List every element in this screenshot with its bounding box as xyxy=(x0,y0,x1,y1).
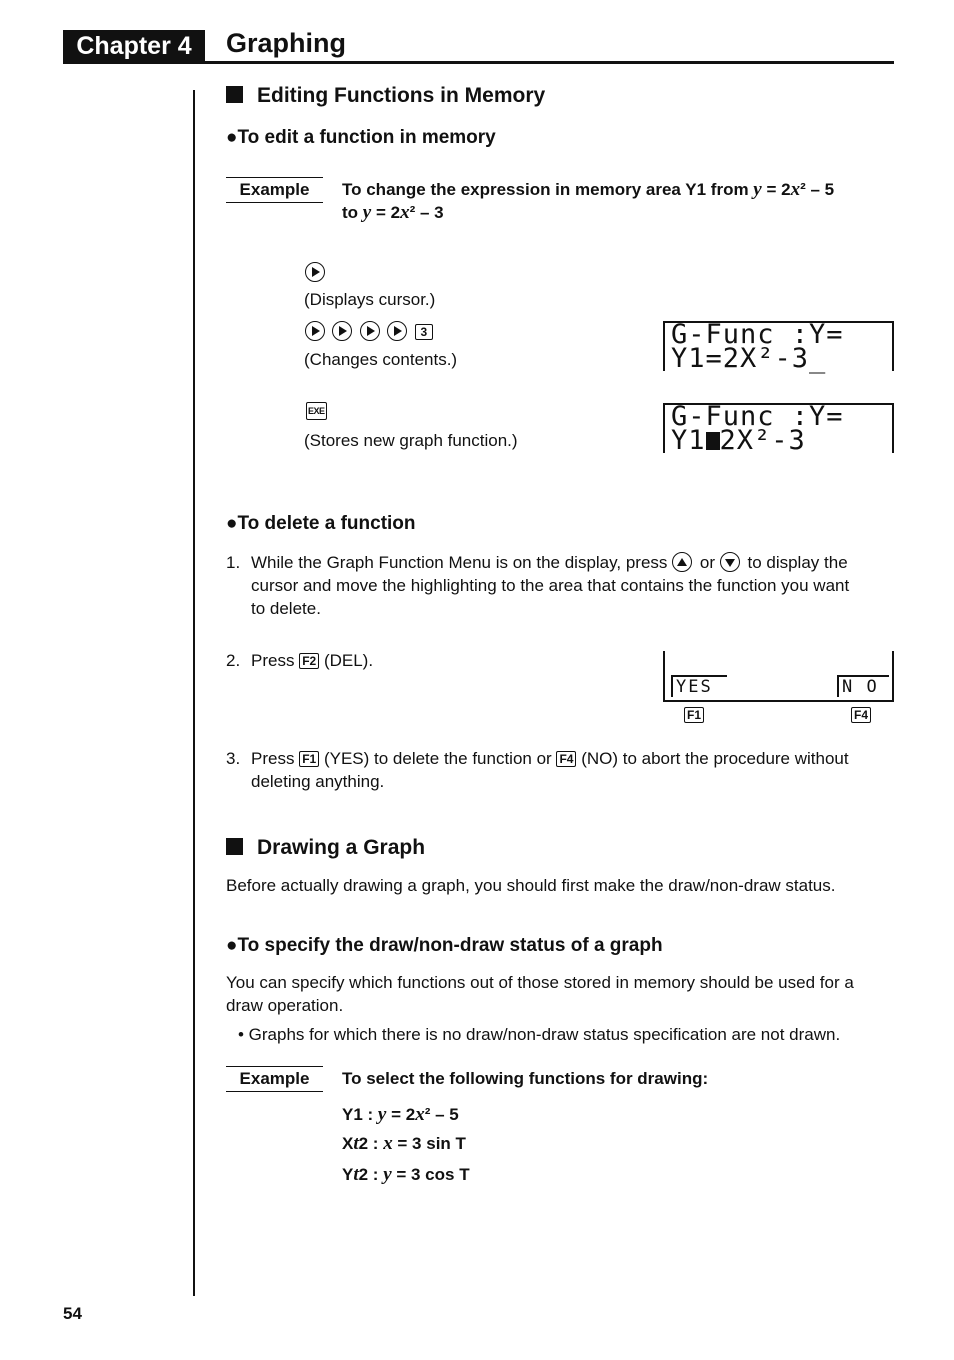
math-text: ² – 5 xyxy=(424,1105,459,1124)
function-xt2 xyxy=(342,1132,466,1155)
bullet-note: • Graphs for which there is no draw/non-draw status specification are not drawn. xyxy=(238,1025,841,1044)
right-arrow-key-icon xyxy=(360,321,380,341)
list-item-1-line3: to delete. xyxy=(251,599,321,618)
calculator-screen-1 xyxy=(663,319,894,374)
step-note-displays-cursor: (Displays cursor.) xyxy=(304,290,436,309)
math-var: x xyxy=(790,179,801,200)
math-var: t xyxy=(353,1133,359,1154)
screen-line xyxy=(665,425,892,456)
list-text: Press xyxy=(251,651,295,670)
function-yt2 xyxy=(342,1163,470,1186)
calculator-screen-menu xyxy=(663,651,894,702)
function-label: X xyxy=(342,1134,354,1153)
right-arrow-key-icon xyxy=(305,262,325,282)
list-number: 1. xyxy=(226,553,241,572)
math-var: x xyxy=(415,1104,425,1125)
drawing-intro: Before actually drawing a graph, you should first make the draw/non-draw status. xyxy=(226,876,836,895)
math-var: y xyxy=(753,179,762,200)
list-item-1-line1 xyxy=(251,551,848,574)
subheading-draw-status: ●To specify the draw/non-draw status of a graph xyxy=(226,935,663,956)
paragraph-line2: draw operation. xyxy=(226,996,344,1015)
paragraph-line1: You can specify which functions out of those stored in memory should be used for a xyxy=(226,973,854,992)
math-text: ² – 3 xyxy=(409,203,444,222)
up-arrow-key-icon xyxy=(672,552,692,572)
f4-key-icon: F4 xyxy=(851,707,871,723)
f1-label xyxy=(684,707,704,725)
function-label: 2 : xyxy=(358,1165,384,1184)
list-text: (DEL). xyxy=(323,651,374,670)
example-2-title: To select the following functions for drawing: xyxy=(342,1069,709,1088)
f1-key-icon: F1 xyxy=(299,751,319,767)
key-exe-step3 xyxy=(306,402,327,420)
chapter-badge: Chapter 4 xyxy=(63,30,205,63)
calculator-screen-2 xyxy=(663,401,894,456)
example-text-line1 xyxy=(342,178,834,201)
down-arrow-key-icon xyxy=(720,552,740,572)
step-note-changes-contents: (Changes contents.) xyxy=(304,350,458,369)
menu-item-no: N O xyxy=(837,675,889,697)
example-text: To change the expression in memory area Y1 from xyxy=(342,180,754,199)
screen-line: G-Func :Y= xyxy=(671,401,844,432)
example-label: Example xyxy=(226,1066,323,1092)
section-title-text: Editing Functions in Memory xyxy=(257,84,546,107)
list-text: Press xyxy=(251,749,295,768)
section-title-text: Drawing a Graph xyxy=(257,836,426,859)
f2-key-icon: F2 xyxy=(299,653,319,669)
function-label: 2 : xyxy=(358,1134,384,1153)
math-text: = 2 xyxy=(371,203,401,222)
f1-key-icon: F1 xyxy=(684,707,704,723)
list-number: 2. xyxy=(226,651,241,670)
math-var: t xyxy=(353,1164,359,1185)
list-text: (NO) to abort the procedure without xyxy=(581,749,849,768)
page-number: 54 xyxy=(63,1304,82,1323)
math-var: x xyxy=(383,1133,393,1154)
math-var: y xyxy=(377,1104,387,1125)
right-arrow-key-icon xyxy=(387,321,407,341)
screen-line: G-Func :Y= xyxy=(671,319,844,350)
list-number: 3. xyxy=(226,749,241,768)
function-label: Y xyxy=(342,1165,354,1184)
math-var: y xyxy=(383,1164,392,1185)
section-heading-editing xyxy=(226,83,545,109)
math-var: x xyxy=(400,202,410,223)
f4-key-icon: F4 xyxy=(556,751,576,767)
math-var: y xyxy=(362,202,372,223)
key-3-icon: 3 xyxy=(415,324,433,340)
screen-line: Y1=2X²-3_ xyxy=(671,343,827,374)
function-y1 xyxy=(342,1103,459,1126)
section-heading-drawing xyxy=(226,835,425,861)
example-text: to xyxy=(342,203,363,222)
screen-text: Y1 xyxy=(671,425,706,456)
list-text: or xyxy=(699,553,715,572)
exe-key-icon: EXE xyxy=(306,402,327,420)
menu-item-yes: YES xyxy=(671,675,727,697)
list-item-1-line2: cursor and move the highlighting to the area that contains the function you want xyxy=(251,576,850,595)
math-text: ² – 5 xyxy=(800,180,835,199)
square-bullet-icon xyxy=(226,838,243,855)
math-text: = 2 xyxy=(386,1105,416,1124)
key-sequence-step2 xyxy=(305,321,433,342)
subheading-delete: ●To delete a function xyxy=(226,513,416,534)
right-arrow-key-icon xyxy=(305,321,325,341)
list-item-3-line2: deleting anything. xyxy=(251,772,385,791)
function-label: Y1 : xyxy=(342,1105,378,1124)
example-label: Example xyxy=(226,177,323,203)
example-text-line2 xyxy=(342,201,444,224)
f4-label xyxy=(851,707,871,725)
math-text: = 2 xyxy=(761,180,791,199)
list-item-3-line1 xyxy=(251,747,849,770)
chapter-title: Graphing xyxy=(226,28,346,58)
square-bullet-icon xyxy=(226,86,243,103)
step-note-stores: (Stores new graph function.) xyxy=(304,431,518,450)
key-right-step1 xyxy=(305,262,328,283)
subheading-edit: ●To edit a function in memory xyxy=(226,127,496,148)
list-text: While the Graph Function Menu is on the display, press xyxy=(251,553,668,572)
math-text: = 3 cos T xyxy=(391,1165,470,1184)
margin-rule xyxy=(193,90,195,1296)
header-rule xyxy=(63,61,894,64)
right-arrow-key-icon xyxy=(332,321,352,341)
cursor-block xyxy=(706,432,720,450)
list-text: to display the xyxy=(747,553,848,572)
screen-text: 2X²-3 xyxy=(719,425,806,456)
math-text: = 3 sin T xyxy=(392,1134,466,1153)
list-text: (YES) to delete the function or xyxy=(323,749,552,768)
list-item-2 xyxy=(251,649,373,672)
